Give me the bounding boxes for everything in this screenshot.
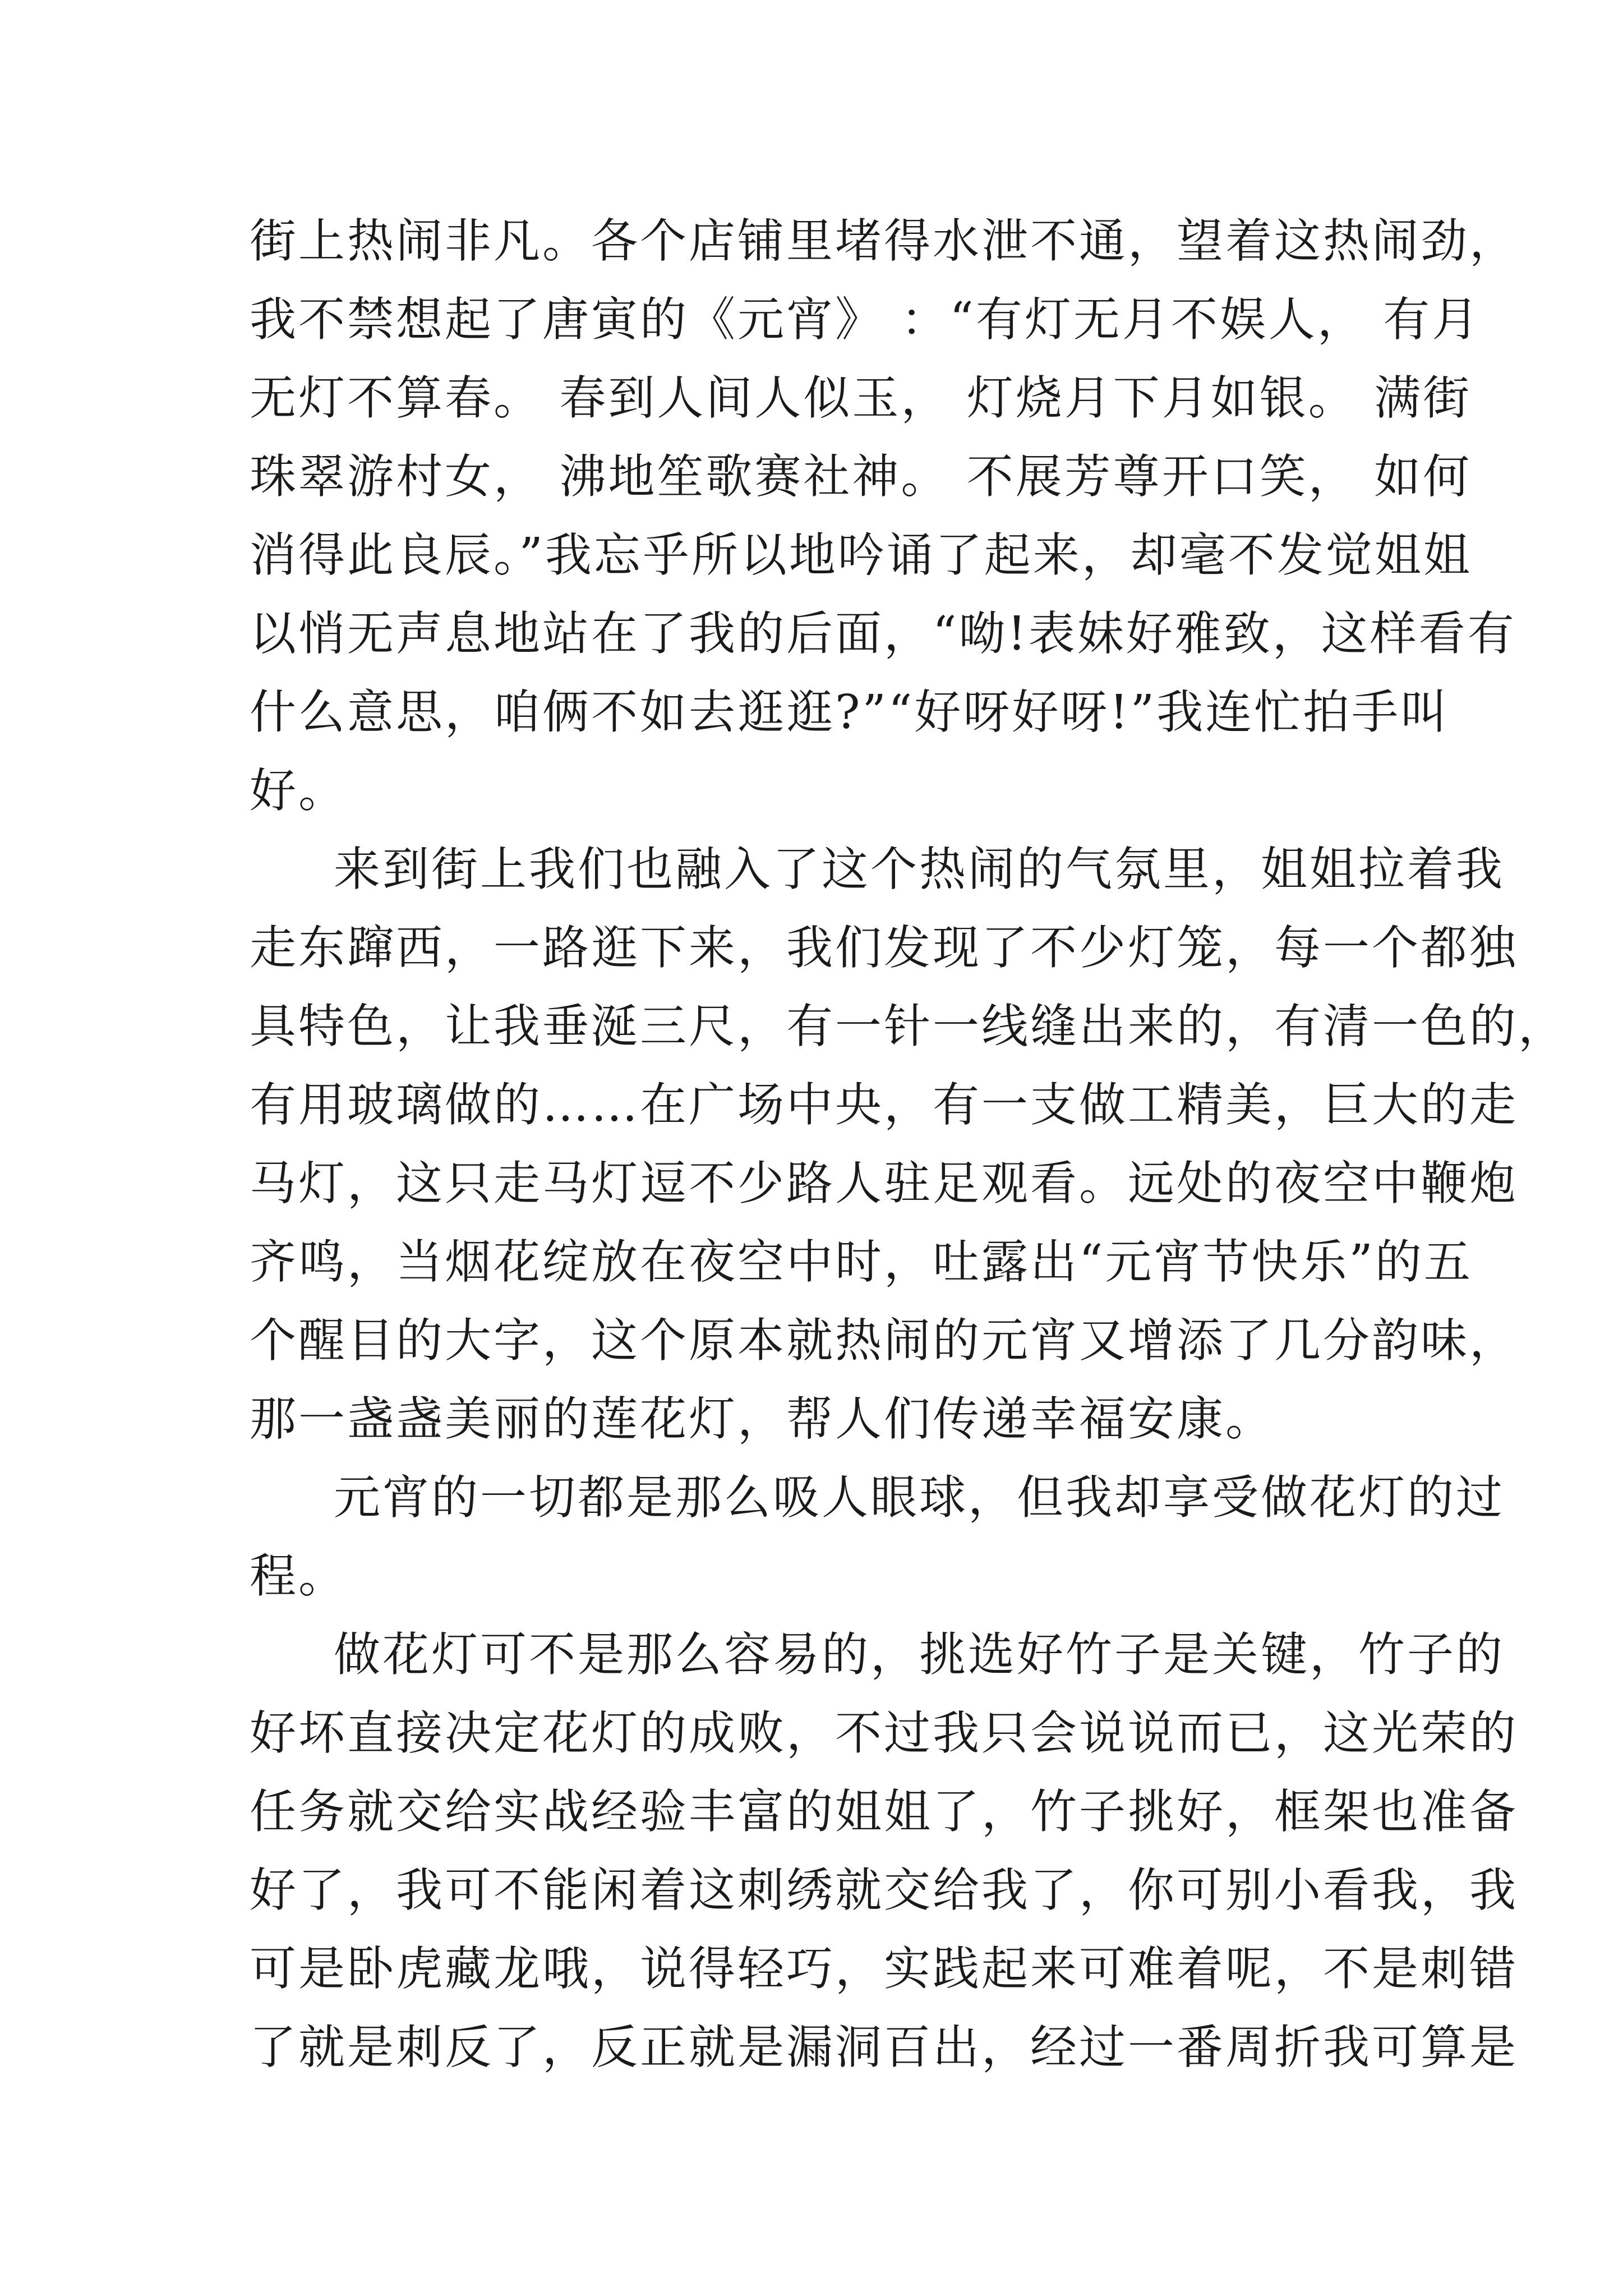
text-line: 消得此良辰。”我忘乎所以地吟诵了起来，却毫不发觉姐姐 (250, 528, 1472, 582)
paragraph-first-line: 来到街上我们也融入了这个热闹的气氛里，姐姐拉着我 (334, 842, 1505, 896)
text-line: 好坏直接决定花灯的成败，不过我只会说说而已，这光荣的 (250, 1706, 1518, 1760)
text-line: 那一盏盏美丽的莲花灯，帮人们传递幸福安康。 (250, 1392, 1274, 1446)
text-line: 可是卧虎藏龙哦，说得轻巧，实践起来可难着呢，不是刺错 (250, 1941, 1518, 1996)
text-line: 有用玻璃做的……在广场中央，有一支做工精美，巨大的走 (250, 1078, 1518, 1132)
text-line: 我不禁想起了唐寅的《元宵》 ：“有灯无月不娱人， 有月 (250, 292, 1481, 347)
text-line: 马灯，这只走马灯逗不少路人驻足观看。远处的夜空中鞭炮 (250, 1156, 1518, 1211)
text-line: 以悄无声息地站在了我的后面，“呦!表妹好雅致，这样看有 (250, 606, 1516, 661)
text-line: 好了，我可不能闲着这刺绣就交给我了，你可别小看我，我 (250, 1863, 1518, 1917)
paragraph-first-line: 元宵的一切都是那么吸人眼球，但我却享受做花灯的过 (334, 1470, 1505, 1525)
text-line: 齐鸣，当烟花绽放在夜空中时，吐露出“元宵节快乐”的五 (250, 1235, 1473, 1289)
text-line: 无灯不算春。 春到人间人似玉， 灯烧月下月如银。 满街 (250, 371, 1472, 425)
text-line: 个醒目的大字，这个原本就热闹的元宵又增添了几分韵味， (250, 1313, 1518, 1368)
text-line: 了就是刺反了，反正就是漏洞百出，经过一番周折我可算是 (250, 2020, 1518, 2074)
text-line: 珠翠游村女， 沸地笙歌赛社神。 不展芳尊开口笑， 如何 (250, 449, 1472, 504)
text-line: 具特色，让我垂涎三尺，有一针一线缝出来的，有清一色的， (250, 999, 1567, 1053)
text-line: 走东蹿西，一路逛下来，我们发现了不少灯笼，每一个都独 (250, 921, 1518, 975)
paragraph-first-line: 做花灯可不是那么容易的，挑选好竹子是关键，竹子的 (334, 1627, 1505, 1682)
text-line: 任务就交给实战经验丰富的姐姐了，竹子挑好，框架也准备 (250, 1784, 1518, 1839)
text-line: 好。 (250, 763, 347, 818)
body-text (250, 202, 1567, 2087)
text-line: 什么意思，咱俩不如去逛逛?”“好呀好呀!”我连忙拍手叫 (250, 685, 1450, 739)
text-line: 程。 (250, 1549, 347, 1603)
text-line: 街上热闹非凡。各个店铺里堵得水泄不通，望着这热闹劲， (250, 214, 1518, 268)
